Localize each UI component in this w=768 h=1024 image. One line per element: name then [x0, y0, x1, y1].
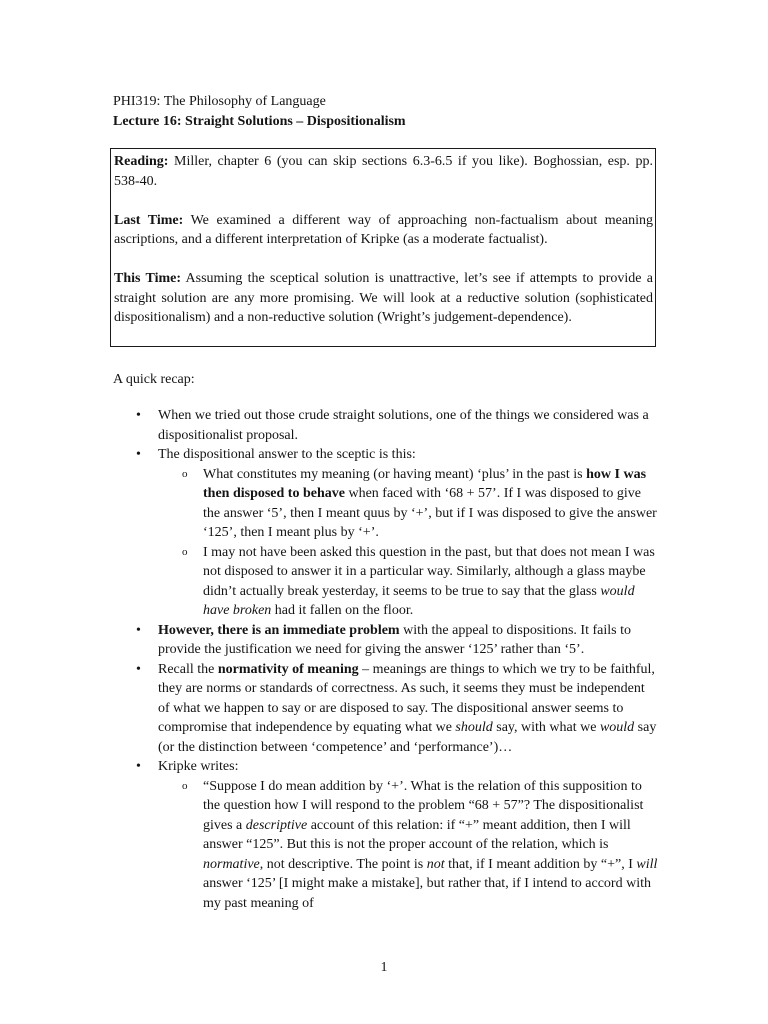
sub-text-pre: What constitutes my meaning (or having meant) ‘plus’ in the past is [203, 466, 587, 482]
sub-bullet-icon: o [182, 467, 188, 480]
bullet-icon: • [136, 661, 141, 677]
bullet-icon: • [136, 622, 141, 638]
quote-italic-descriptive: descriptive [245, 817, 308, 833]
lecture-info-box [110, 148, 656, 347]
bullet-text-post: say (or the distinction between ‘competence’ and ‘performance’)… [158, 720, 657, 755]
bullet-text-mid: – meanings are things to which we try to be faithful, they are norms or standards of correctness. As such, it seems they must be independent of what we happen to say or are disposed to say. The dispositional answer seems to compromise that independence by equating what we [158, 661, 655, 735]
bullet-bold-text: However, there is an immediate problem [158, 622, 400, 638]
document-header [113, 92, 673, 131]
bullet-icon: • [136, 759, 141, 774]
sub-item-meaning-disposition [182, 465, 658, 543]
sub-item-glass-example [182, 543, 658, 621]
course-title: PHI319: The Philosophy of Language [113, 94, 326, 109]
bullet-text: with the appeal to dispositions. It fails to provide the justification we need for giving the answer ‘125’ rather than ‘5’. [158, 622, 631, 657]
last-time-label: Last Time: [114, 212, 184, 228]
bullet-italic-would: would [599, 720, 635, 735]
sub-bullet-icon: o [182, 545, 188, 558]
this-time-label: This Time: [114, 271, 182, 286]
lecture-title: Lecture 16: Straight Solutions – Dispositionalism [113, 113, 406, 129]
sub-text-italic: would have broken [203, 583, 635, 618]
recap-heading: A quick recap: [113, 372, 195, 387]
reading-label: Reading: [114, 154, 169, 169]
sub-text-post: when faced with ‘68 + 57’. If I was disposed to give the answer ‘5’, then I meant quus by ‘+’, but if I was disposed to give the answer ‘125’, then I meant plus by ‘+’. [203, 486, 657, 540]
bullet-icon: • [136, 447, 141, 462]
quote-text-e: answer ‘125’ [I might make a mistake], but rather that, if I intend to accord with my past meaning of [203, 876, 651, 911]
quote-text-a: “Suppose I do mean addition by ‘+’. What is the relation of this supposition to the question how I will respond to the problem “68 + 57”? The dispositionalist gives a [203, 778, 644, 833]
bullet-item-dispositional-answer [136, 445, 658, 621]
sub-bullet-icon: o [182, 779, 188, 792]
sub-text-pre: I may not have been asked this question in the past, but that does not mean I was not disposed to answer it in a particular way. Similarly, although a glass maybe didn’t actually break yesterday, it seems to be true to say that the glass [203, 544, 655, 599]
bullet-text-pre: Recall the [158, 661, 218, 677]
recap-bullet-list [136, 406, 658, 913]
bullet-icon: • [136, 408, 141, 423]
bullet-item-immediate-problem [136, 621, 658, 660]
quote-text-d: that, if I meant addition by “+”, I [444, 856, 637, 872]
last-time-paragraph [114, 211, 653, 250]
bullet-text: When we tried out those crude straight solutions, one of the things we considered was a dispositionalist proposal. [158, 408, 649, 443]
bullet-item-kripke-writes [136, 757, 658, 913]
bullet-bold-text: normativity of meaning [217, 661, 359, 677]
bullet-text: Kripke writes: [158, 759, 239, 774]
quote-text-b: account of this relation: if “+” meant addition, then I will answer “125”. But this is not the proper account of the relation, which is [203, 817, 631, 852]
reading-paragraph [114, 152, 653, 191]
sub-item-kripke-quote [182, 777, 658, 914]
page-number: 1 [380, 960, 388, 975]
sub-bullet-list [158, 777, 658, 914]
bullet-text-mid2: say, with what we [492, 720, 600, 735]
quote-text-c: , not descriptive. The point is [259, 856, 427, 872]
bullet-italic-should: should [455, 720, 493, 735]
quote-italic-will: will [636, 856, 658, 872]
this-time-text: Assuming the sceptical solution is unattractive, let’s see if attempts to provide a straight solution are any more promising. We will look at a reductive solution (sophisticated dispositionalism) and a non-reductive solution (Wright’s judgement-dependence). [114, 271, 653, 325]
sub-bullet-list [158, 465, 658, 621]
sub-text-post: had it fallen on the floor. [271, 603, 414, 618]
bullet-text: The dispositional answer to the sceptic is this: [158, 447, 416, 462]
bullet-item-normativity [136, 660, 658, 758]
quote-italic-not: not [426, 856, 445, 872]
sub-text-bold: how I was then disposed to behave [203, 466, 647, 501]
last-time-text: We examined a different way of approaching non-factualism about meaning ascriptions, and a different interpretation of Kripke (as a moderate factualist). [114, 212, 653, 247]
this-time-paragraph [114, 269, 653, 328]
bullet-item-dispositionalist-proposal [136, 406, 658, 445]
reading-text: Miller, chapter 6 (you can skip sections 6.3-6.5 if you like). Boghossian, esp. pp. 538-40. [114, 154, 653, 189]
quote-italic-normative: normative [203, 856, 260, 872]
